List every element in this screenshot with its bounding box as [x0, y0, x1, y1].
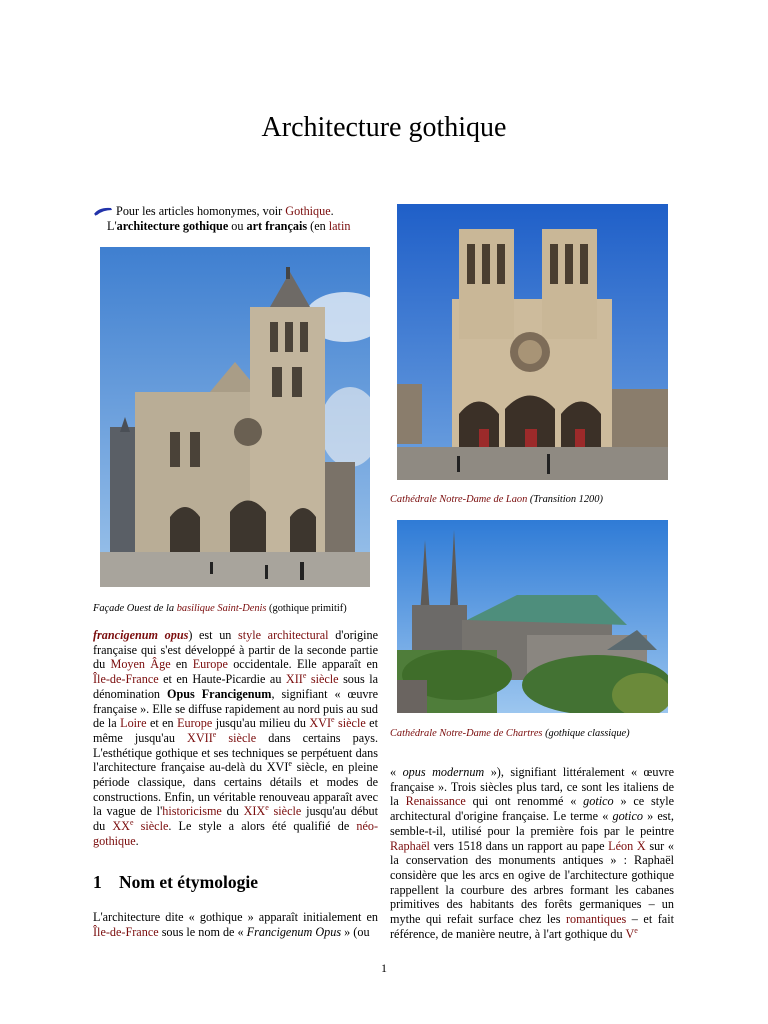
- page-title: Architecture gothique: [261, 112, 507, 143]
- chartres-photo: [397, 520, 668, 713]
- caption-saint-denis: Façade Ouest de la basilique Saint-Denis (gothique primitif): [93, 603, 347, 614]
- link-gothique[interactable]: Gothique: [285, 204, 331, 218]
- link-basilique-saint-denis[interactable]: basilique Saint-Denis: [176, 603, 267, 614]
- laon-photo: [397, 204, 668, 480]
- link-cathedrale-chartres[interactable]: Cathédrale Notre-Dame de Chartres: [390, 728, 543, 739]
- section-heading: 1 Nom et étymologie: [93, 872, 258, 892]
- hatnote: Pour les articles homonymes, voir Gothique.: [93, 204, 378, 221]
- caption-laon: Cathédrale Notre-Dame de Laon (Transition 1200): [390, 494, 603, 505]
- body-column-1: francigenum opus) est un style architectural d'origine française qui s'est développé à partir de la seconde partie du Moyen Âge en Europe occidentale. Elle apparaît en Île-de-France et en Haute-Picardie au XIIe siècle sous la dénomination Opus Francigenum, signifiant « œuvre française ». Elle se diffuse rapidement au nord puis au sud de la Loire et en Europe jusqu'au milieu du XVIe siècle et même jusqu'au XVIIe siècle dans certains pays. L'esthétique gothique et ses techniques se perpétuent dans l'architecture française au-delà du XVIe siècle, en pleine période classique, dans certains détails et modes de constructions. Enfin, un véritable renouveau apparaît avec la vague de l'historicisme du XIXe siècle jusqu'au début du XXe siècle. Le style a alors été qualifié de néo-gothique.: [93, 628, 379, 848]
- body-column-1b: L'architecture dite « gothique » apparaît initialement en Île-de-France sous le nom de « Francigenum Opus » (ou: [93, 910, 378, 939]
- caption-chartres: Cathédrale Notre-Dame de Chartres (gothique classique): [390, 728, 630, 739]
- link-latin[interactable]: latin: [328, 219, 351, 233]
- saint-denis-photo: [100, 247, 370, 587]
- body-column-2: « opus modernum »), signifiant littéralement « œuvre française ». Trois siècles plus tard, ce sont les italiens de la Renaissance qui ont renommé « gotico » ce style architectural d'origine française. Le terme « gotico » est, semble-t-il, utilisé pour la première fois par le peintre Raphaël vers 1518 dans un rapport au pape Léon X sur « la conservation des monuments antiques » : Raphaël considère que les arcs en ogive de l'architecture gothique rappellent la courbure des arbres formant les cabanes primitives des habitants des forêts germaniques – un mythe qui refait surface chez les romantiques – et fait référence, de manière neutre, à l'art gothique du Ve: [390, 765, 675, 941]
- page-number: 1: [381, 961, 387, 975]
- intro-line: L'architecture gothique ou art français (en latin: [107, 219, 351, 233]
- link-cathedrale-laon[interactable]: Cathédrale Notre-Dame de Laon: [390, 494, 528, 505]
